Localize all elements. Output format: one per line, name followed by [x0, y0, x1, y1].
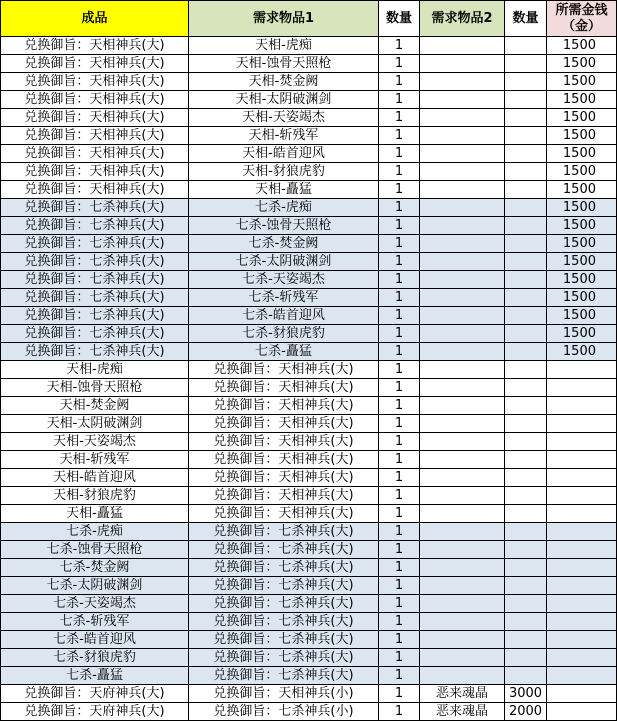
- cell-cost[interactable]: [547, 469, 617, 487]
- cell-product[interactable]: 兑换御旨：天相神兵(大): [1, 181, 189, 199]
- cell-item2[interactable]: [420, 289, 505, 307]
- cell-qty1[interactable]: 1: [379, 433, 420, 451]
- cell-product[interactable]: 兑换御旨：天相神兵(大): [1, 73, 189, 91]
- cell-item1[interactable]: 兑换御旨：七杀神兵(大): [189, 667, 379, 685]
- cell-item1[interactable]: 兑换御旨：七杀神兵(大): [189, 613, 379, 631]
- cell-qty1[interactable]: 1: [379, 577, 420, 595]
- cell-item1[interactable]: 天相-斩残军: [189, 127, 379, 145]
- cell-item1[interactable]: 兑换御旨：天相神兵(大): [189, 397, 379, 415]
- cell-cost[interactable]: 1500: [547, 145, 617, 163]
- cell-item2[interactable]: [420, 253, 505, 271]
- table-row: [1, 595, 617, 613]
- table-row: [1, 181, 617, 199]
- cell-product[interactable]: 兑换御旨：七杀神兵(大): [1, 217, 189, 235]
- table-row: [1, 325, 617, 343]
- cell-qty2[interactable]: [505, 487, 547, 505]
- cell-cost[interactable]: [547, 433, 617, 451]
- cell-qty2[interactable]: 3000: [505, 685, 547, 703]
- cell-item1[interactable]: 兑换御旨：天相神兵(大): [189, 469, 379, 487]
- cell-qty2[interactable]: [505, 109, 547, 127]
- table-row: [1, 127, 617, 145]
- cell-product[interactable]: 兑换御旨：天相神兵(大): [1, 55, 189, 73]
- cell-cost[interactable]: 1500: [547, 235, 617, 253]
- cell-item1[interactable]: 天相-皓首迎风: [189, 145, 379, 163]
- cell-cost[interactable]: 1500: [547, 343, 617, 361]
- cell-item2[interactable]: [420, 487, 505, 505]
- cell-item1[interactable]: 兑换御旨：七杀神兵(小): [189, 703, 379, 721]
- cell-product[interactable]: 兑换御旨：天相神兵(大): [1, 127, 189, 145]
- cell-qty1[interactable]: 1: [379, 649, 420, 667]
- cell-qty2[interactable]: [505, 559, 547, 577]
- table-row: [1, 235, 617, 253]
- cell-cost[interactable]: [547, 541, 617, 559]
- table-row: [1, 649, 617, 667]
- cell-item1[interactable]: 兑换御旨：天相神兵(大): [189, 505, 379, 523]
- cell-cost[interactable]: [547, 397, 617, 415]
- cell-product[interactable]: 兑换御旨：七杀神兵(大): [1, 289, 189, 307]
- cell-item1[interactable]: 兑换御旨：天相神兵(大): [189, 433, 379, 451]
- cell-cost[interactable]: [547, 685, 617, 703]
- table-row: [1, 91, 617, 109]
- cell-item2[interactable]: [420, 631, 505, 649]
- cell-qty2[interactable]: 2000: [505, 703, 547, 721]
- cell-qty2[interactable]: [505, 379, 547, 397]
- cell-cost[interactable]: [547, 631, 617, 649]
- cell-cost[interactable]: [547, 379, 617, 397]
- cell-item2[interactable]: [420, 37, 505, 55]
- cell-cost[interactable]: 1500: [547, 307, 617, 325]
- table-row: [1, 505, 617, 523]
- cell-qty1[interactable]: 1: [379, 415, 420, 433]
- cell-qty2[interactable]: [505, 397, 547, 415]
- cell-qty1[interactable]: 1: [379, 181, 420, 199]
- cell-cost[interactable]: [547, 595, 617, 613]
- cell-cost[interactable]: 1500: [547, 127, 617, 145]
- cell-item2[interactable]: [420, 181, 505, 199]
- cell-item2[interactable]: [420, 469, 505, 487]
- cell-product[interactable]: 天相-皓首迎风: [1, 469, 189, 487]
- cell-cost[interactable]: 1500: [547, 217, 617, 235]
- cell-qty1[interactable]: 1: [379, 109, 420, 127]
- cell-product[interactable]: 兑换御旨：天相神兵(大): [1, 91, 189, 109]
- table-row: [1, 37, 617, 55]
- cell-product[interactable]: 天相-矗猛: [1, 505, 189, 523]
- header-qty1[interactable]: 数量: [379, 1, 420, 37]
- cell-qty1[interactable]: 1: [379, 91, 420, 109]
- cell-qty1[interactable]: 1: [379, 469, 420, 487]
- cell-item1[interactable]: 天相-矗猛: [189, 181, 379, 199]
- cell-product[interactable]: 兑换御旨：天相神兵(大): [1, 37, 189, 55]
- cell-item2[interactable]: [420, 145, 505, 163]
- cell-qty1[interactable]: 1: [379, 271, 420, 289]
- cell-cost[interactable]: 1500: [547, 73, 617, 91]
- cell-item1[interactable]: 兑换御旨：天相神兵(小): [189, 685, 379, 703]
- cell-qty1[interactable]: 1: [379, 235, 420, 253]
- header-cost[interactable]: 所需金钱（金）: [547, 1, 617, 37]
- cell-product[interactable]: 天相-焚金阙: [1, 397, 189, 415]
- cell-item2[interactable]: [420, 73, 505, 91]
- cell-item1[interactable]: 兑换御旨：天相神兵(大): [189, 451, 379, 469]
- table-row: [1, 577, 617, 595]
- table-row: [1, 271, 617, 289]
- cell-item2[interactable]: [420, 649, 505, 667]
- cell-product[interactable]: 天相-虎痴: [1, 361, 189, 379]
- cell-qty1[interactable]: 1: [379, 289, 420, 307]
- cell-item1[interactable]: 兑换御旨：七杀神兵(大): [189, 577, 379, 595]
- table-row: [1, 703, 617, 721]
- cell-cost[interactable]: 1500: [547, 55, 617, 73]
- cell-product[interactable]: 兑换御旨：七杀神兵(大): [1, 235, 189, 253]
- cell-cost[interactable]: [547, 559, 617, 577]
- cell-qty2[interactable]: [505, 307, 547, 325]
- cell-cost[interactable]: 1500: [547, 325, 617, 343]
- cell-qty2[interactable]: [505, 523, 547, 541]
- table-row: [1, 433, 617, 451]
- cell-item1[interactable]: 天相-蚀骨天照枪: [189, 55, 379, 73]
- cell-item2[interactable]: [420, 415, 505, 433]
- cell-cost[interactable]: [547, 523, 617, 541]
- table-row: [1, 487, 617, 505]
- cell-item1[interactable]: 七杀-蚀骨天照枪: [189, 217, 379, 235]
- cell-product[interactable]: 天相-豺狼虎豹: [1, 487, 189, 505]
- cell-item2[interactable]: 恶来魂晶: [420, 685, 505, 703]
- table-row: [1, 685, 617, 703]
- table-body: [1, 37, 617, 721]
- cell-qty2[interactable]: [505, 469, 547, 487]
- cell-qty2[interactable]: [505, 37, 547, 55]
- cell-qty2[interactable]: [505, 451, 547, 469]
- cell-qty1[interactable]: 1: [379, 505, 420, 523]
- cell-item2[interactable]: [420, 55, 505, 73]
- cell-product[interactable]: 兑换御旨：七杀神兵(大): [1, 325, 189, 343]
- cell-item2[interactable]: [420, 397, 505, 415]
- cell-item2[interactable]: [420, 361, 505, 379]
- cell-item1[interactable]: 兑换御旨：七杀神兵(大): [189, 595, 379, 613]
- cell-cost[interactable]: 1500: [547, 289, 617, 307]
- cell-cost[interactable]: [547, 487, 617, 505]
- table-row: [1, 73, 617, 91]
- cell-qty2[interactable]: [505, 361, 547, 379]
- table-row: [1, 145, 617, 163]
- cell-item1[interactable]: 兑换御旨：七杀神兵(大): [189, 649, 379, 667]
- cell-product[interactable]: 兑换御旨：七杀神兵(大): [1, 199, 189, 217]
- cell-qty1[interactable]: 1: [379, 631, 420, 649]
- table-row: [1, 397, 617, 415]
- cell-item2[interactable]: [420, 271, 505, 289]
- cell-qty1[interactable]: 1: [379, 397, 420, 415]
- cell-qty1[interactable]: 1: [379, 541, 420, 559]
- cell-qty2[interactable]: [505, 217, 547, 235]
- cell-item1[interactable]: 七杀-斩残军: [189, 289, 379, 307]
- cell-item1[interactable]: 七杀-皓首迎风: [189, 307, 379, 325]
- cell-item2[interactable]: [420, 109, 505, 127]
- table-row: [1, 253, 617, 271]
- cell-cost[interactable]: 1500: [547, 199, 617, 217]
- cell-product[interactable]: 兑换御旨：天相神兵(大): [1, 163, 189, 181]
- cell-product[interactable]: 兑换御旨：七杀神兵(大): [1, 271, 189, 289]
- cell-item1[interactable]: 兑换御旨：七杀神兵(大): [189, 541, 379, 559]
- table-row: [1, 55, 617, 73]
- cell-product[interactable]: 天相-蚀骨天照枪: [1, 379, 189, 397]
- table-row: [1, 415, 617, 433]
- cell-product[interactable]: 兑换御旨：天相神兵(大): [1, 145, 189, 163]
- cell-product[interactable]: 天相-太阴破渊剑: [1, 415, 189, 433]
- cell-product[interactable]: 七杀-焚金阙: [1, 559, 189, 577]
- cell-cost[interactable]: 1500: [547, 253, 617, 271]
- header-item2[interactable]: 需求物品2: [420, 1, 505, 37]
- cell-qty1[interactable]: 1: [379, 595, 420, 613]
- cell-qty2[interactable]: [505, 55, 547, 73]
- cell-product[interactable]: 七杀-蚀骨天照枪: [1, 541, 189, 559]
- cell-qty2[interactable]: [505, 253, 547, 271]
- cell-qty1[interactable]: 1: [379, 127, 420, 145]
- cell-product[interactable]: 七杀-矗猛: [1, 667, 189, 685]
- cell-item2[interactable]: 恶来魂晶: [420, 703, 505, 721]
- cell-product[interactable]: 七杀-斩残军: [1, 613, 189, 631]
- cell-qty1[interactable]: 1: [379, 379, 420, 397]
- cell-item1[interactable]: 七杀-太阴破渊剑: [189, 253, 379, 271]
- cell-item1[interactable]: 七杀-虎痴: [189, 199, 379, 217]
- cell-item1[interactable]: 七杀-豺狼虎豹: [189, 325, 379, 343]
- cell-qty2[interactable]: [505, 505, 547, 523]
- cell-qty2[interactable]: [505, 163, 547, 181]
- cell-item1[interactable]: 七杀-矗猛: [189, 343, 379, 361]
- cell-item2[interactable]: [420, 595, 505, 613]
- header-item1[interactable]: 需求物品1: [189, 1, 379, 37]
- cell-cost[interactable]: [547, 577, 617, 595]
- cell-qty1[interactable]: 1: [379, 703, 420, 721]
- cell-qty1[interactable]: 1: [379, 667, 420, 685]
- cell-item2[interactable]: [420, 433, 505, 451]
- cell-item2[interactable]: [420, 505, 505, 523]
- cell-cost[interactable]: [547, 649, 617, 667]
- cell-qty1[interactable]: 1: [379, 217, 420, 235]
- cell-qty2[interactable]: [505, 631, 547, 649]
- cell-product[interactable]: 七杀-皓首迎风: [1, 631, 189, 649]
- cell-qty2[interactable]: [505, 343, 547, 361]
- cell-item1[interactable]: 兑换御旨：七杀神兵(大): [189, 631, 379, 649]
- cell-product[interactable]: 七杀-天姿竭杰: [1, 595, 189, 613]
- cell-qty1[interactable]: 1: [379, 253, 420, 271]
- cell-product[interactable]: 兑换御旨：七杀神兵(大): [1, 343, 189, 361]
- cell-qty1[interactable]: 1: [379, 163, 420, 181]
- cell-qty2[interactable]: [505, 181, 547, 199]
- cell-product[interactable]: 兑换御旨：天相神兵(大): [1, 109, 189, 127]
- cell-qty1[interactable]: 1: [379, 325, 420, 343]
- cell-item1[interactable]: 天相-豺狼虎豹: [189, 163, 379, 181]
- cell-qty2[interactable]: [505, 433, 547, 451]
- cell-qty2[interactable]: [505, 235, 547, 253]
- cell-cost[interactable]: 1500: [547, 109, 617, 127]
- cell-item2[interactable]: [420, 559, 505, 577]
- cell-item2[interactable]: [420, 343, 505, 361]
- cell-qty1[interactable]: 1: [379, 343, 420, 361]
- cell-item1[interactable]: 兑换御旨：天相神兵(大): [189, 415, 379, 433]
- table-row: [1, 667, 617, 685]
- cell-qty2[interactable]: [505, 649, 547, 667]
- cell-item1[interactable]: 天相-焚金阙: [189, 73, 379, 91]
- cell-qty1[interactable]: 1: [379, 55, 420, 73]
- cell-qty2[interactable]: [505, 271, 547, 289]
- header-qty2[interactable]: 数量: [505, 1, 547, 37]
- cell-item1[interactable]: 天相-虎痴: [189, 37, 379, 55]
- table-row: [1, 307, 617, 325]
- cell-cost[interactable]: [547, 703, 617, 721]
- cell-product[interactable]: 兑换御旨：天府神兵(大): [1, 685, 189, 703]
- cell-qty2[interactable]: [505, 595, 547, 613]
- table-row: [1, 469, 617, 487]
- table-row: [1, 541, 617, 559]
- cell-item1[interactable]: 天相-太阴破渊剑: [189, 91, 379, 109]
- cell-qty1[interactable]: 1: [379, 145, 420, 163]
- table-row: [1, 163, 617, 181]
- table-row: [1, 613, 617, 631]
- cell-qty2[interactable]: [505, 199, 547, 217]
- cell-product[interactable]: 兑换御旨：七杀神兵(大): [1, 253, 189, 271]
- cell-qty2[interactable]: [505, 577, 547, 595]
- table-row: [1, 451, 617, 469]
- table-row: [1, 361, 617, 379]
- cell-item2[interactable]: [420, 199, 505, 217]
- cell-item1[interactable]: 七杀-焚金阙: [189, 235, 379, 253]
- cell-item1[interactable]: 兑换御旨：天相神兵(大): [189, 361, 379, 379]
- cell-item1[interactable]: 天相-天姿竭杰: [189, 109, 379, 127]
- cell-item2[interactable]: [420, 163, 505, 181]
- cell-qty2[interactable]: [505, 415, 547, 433]
- cell-qty2[interactable]: [505, 73, 547, 91]
- cell-qty1[interactable]: 1: [379, 37, 420, 55]
- cell-qty1[interactable]: 1: [379, 523, 420, 541]
- table-row: [1, 379, 617, 397]
- cell-item2[interactable]: [420, 523, 505, 541]
- table-row: [1, 523, 617, 541]
- cell-item2[interactable]: [420, 325, 505, 343]
- table-row: [1, 631, 617, 649]
- cell-cost[interactable]: [547, 505, 617, 523]
- cell-item2[interactable]: [420, 307, 505, 325]
- cell-item2[interactable]: [420, 613, 505, 631]
- cell-item2[interactable]: [420, 577, 505, 595]
- header-product[interactable]: 成品: [1, 1, 189, 37]
- cell-product[interactable]: 七杀-豺狼虎豹: [1, 649, 189, 667]
- table-row: [1, 199, 617, 217]
- cell-product[interactable]: 天相-天姿竭杰: [1, 433, 189, 451]
- table-row: [1, 559, 617, 577]
- cell-item1[interactable]: 兑换御旨：七杀神兵(大): [189, 523, 379, 541]
- cell-qty2[interactable]: [505, 289, 547, 307]
- cell-item2[interactable]: [420, 127, 505, 145]
- cell-qty2[interactable]: [505, 127, 547, 145]
- cell-cost[interactable]: [547, 361, 617, 379]
- table-row: [1, 109, 617, 127]
- cell-qty1[interactable]: 1: [379, 73, 420, 91]
- cell-item2[interactable]: [420, 91, 505, 109]
- cell-qty1[interactable]: 1: [379, 613, 420, 631]
- cell-product[interactable]: 兑换御旨：七杀神兵(大): [1, 307, 189, 325]
- cell-cost[interactable]: 1500: [547, 37, 617, 55]
- cell-product[interactable]: 七杀-太阴破渊剑: [1, 577, 189, 595]
- cell-product[interactable]: 七杀-虎痴: [1, 523, 189, 541]
- cell-item1[interactable]: 兑换御旨：天相神兵(大): [189, 379, 379, 397]
- cell-cost[interactable]: 1500: [547, 91, 617, 109]
- cell-qty1[interactable]: 1: [379, 199, 420, 217]
- cell-qty2[interactable]: [505, 613, 547, 631]
- cell-cost[interactable]: 1500: [547, 181, 617, 199]
- header-row: [1, 1, 617, 37]
- cell-qty2[interactable]: [505, 145, 547, 163]
- cell-qty1[interactable]: 1: [379, 487, 420, 505]
- cell-item2[interactable]: [420, 541, 505, 559]
- cell-cost[interactable]: [547, 451, 617, 469]
- cell-qty2[interactable]: [505, 325, 547, 343]
- cell-cost[interactable]: 1500: [547, 271, 617, 289]
- cell-cost[interactable]: [547, 415, 617, 433]
- table-row: [1, 217, 617, 235]
- cell-item2[interactable]: [420, 217, 505, 235]
- cell-item1[interactable]: 兑换御旨：七杀神兵(大): [189, 559, 379, 577]
- cell-item2[interactable]: [420, 451, 505, 469]
- cell-product[interactable]: 天相-斩残军: [1, 451, 189, 469]
- cell-qty1[interactable]: 1: [379, 685, 420, 703]
- cell-qty2[interactable]: [505, 667, 547, 685]
- table-row: [1, 289, 617, 307]
- cell-cost[interactable]: 1500: [547, 163, 617, 181]
- cell-item2[interactable]: [420, 379, 505, 397]
- cell-cost[interactable]: [547, 667, 617, 685]
- cell-cost[interactable]: [547, 613, 617, 631]
- cell-item1[interactable]: 七杀-天姿竭杰: [189, 271, 379, 289]
- cell-item1[interactable]: 兑换御旨：天相神兵(大): [189, 487, 379, 505]
- cell-qty1[interactable]: 1: [379, 307, 420, 325]
- cell-product[interactable]: 兑换御旨：天府神兵(大): [1, 703, 189, 721]
- cell-qty1[interactable]: 1: [379, 361, 420, 379]
- cell-qty2[interactable]: [505, 541, 547, 559]
- cell-item2[interactable]: [420, 235, 505, 253]
- cell-qty2[interactable]: [505, 91, 547, 109]
- cell-qty1[interactable]: 1: [379, 559, 420, 577]
- table-row: [1, 343, 617, 361]
- cell-item2[interactable]: [420, 667, 505, 685]
- cell-qty1[interactable]: 1: [379, 451, 420, 469]
